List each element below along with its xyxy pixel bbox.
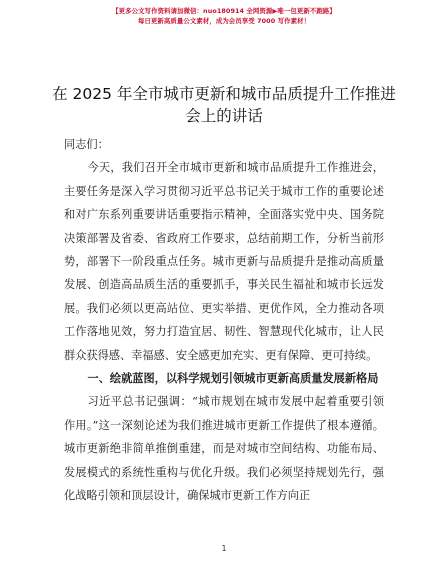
document-body (64, 133, 384, 508)
page-number: 1 (221, 544, 227, 553)
section-paragraph: 习近平总书记强调：“城市规划在城市发展中起着重要引领作用。”这一深刻论述为我们推进城市更新工作提供了根本遵循。城市更新绝非简单推倒重建，而是对城市空间结构、功能布局、发展模式的系统性重构与优化升级。我们必须坚持规划先行，强化战略引领和顶层设计，确保城市更新工作方向正 (64, 395, 384, 503)
section-heading: 一、绘就蓝图，以科学规划引领城市更新高质量发展新格局 (87, 371, 379, 386)
document-title: 在 2025 年全市城市更新和城市品质提升工作推进会上的讲话 (52, 85, 396, 125)
intro-paragraph: 今天，我们召开全市城市更新和城市品质提升工作推进会，主要任务是深入学习贯彻习近平总书记关于城市工作的重要论述和对广东系列重要讲话重要指示精神，全面落实党中央、国务院决策部署及省委、省政府工作要求，总结前期工作，分析当前形势，部署下一阶段重点任务。城市更新与品质提升是推动高质量发展、创造高品质生活的重要抓手，事关民生福祉和城市长远发展。我们必须以更高站位、更实举措、更优作风，全力推动各项工作落地见效，努力打造宜居、韧性、智慧现代化城市，让人民群众获得感、幸福感、安全感更加充实、更有保障、更可持续。 (64, 161, 384, 362)
salutation: 同志们： (64, 138, 109, 151)
promo-banner (0, 6, 448, 26)
promo-banner-line-2: 每日更新高质量公文素材，成为会员享受 7000 写作素材！ (137, 17, 311, 25)
promo-banner-line-1: 【更多公文写作资料请加微信：nuo180914 全网资源▶唯一包更新不跑路】 (112, 7, 336, 15)
